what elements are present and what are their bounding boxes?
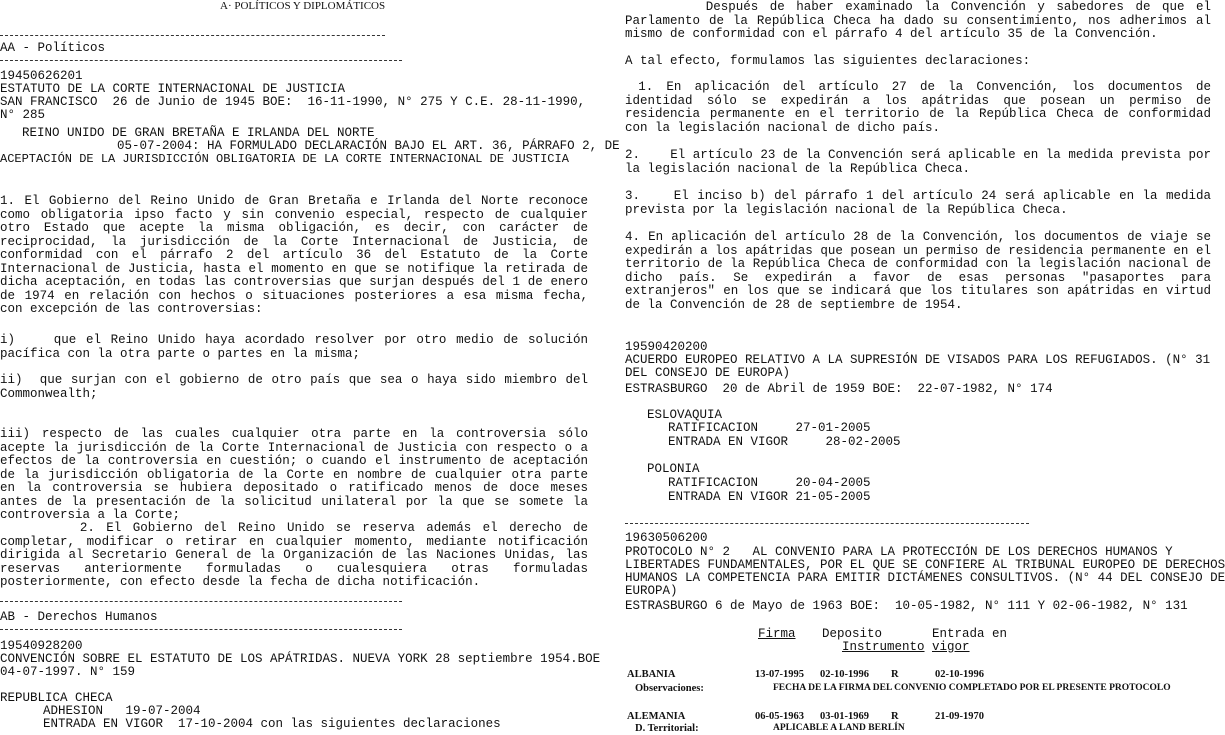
section-heading: AA - Políticos [0, 41, 106, 55]
treaty-place: ESTRASBURGO 6 de Mayo de 1963 BOE: 10-05-1982, N° 111 Y 02-06-1982, N° 131 [625, 599, 1188, 613]
table-cell-type: R [891, 669, 899, 680]
table-row-note: APLICABLE A LAND BERLÍN [773, 723, 905, 733]
table-row-note: FECHA DE LA FIRMA DEL CONVENIO COMPLETADO POR EL PRESENTE PROTOCOLO [773, 683, 1171, 693]
paragraph: A tal efecto, formulamos las siguientes declaraciones: [625, 54, 1031, 68]
table-cell-entrada: 21-09-1970 [935, 711, 984, 722]
table-row-note-label: Observaciones: [635, 683, 704, 694]
divider [0, 60, 402, 61]
treaty-title: ACUERDO EUROPEO RELATIVO A LA SUPRESIÓN DE VISADOS PARA LOS REFUGIADOS. (N° 31 [625, 353, 1211, 367]
list-item: iii) respecto de las cuales cualquier otra parte en la controversia sólo acepte la jurisdicción de la Corte Internacional de Justicia con respecto o a efectos de la controversia en cuestión; o cuando el instrumento de aceptación de la jurisdicción obligatoria de la Corte en nombre de cualquier otra parte en la controversia se hubiera depositado o ratificado menos de doce meses antes de la presentación de la solicitud unilateral por la que se somete la controversia a la Corte; [0, 427, 588, 522]
column-header-deposito: Deposito [822, 627, 883, 641]
entry-into-force: ENTRADA EN VIGOR 17-10-2004 con las siguientes declaraciones [43, 717, 501, 731]
declaration-item: 1. En aplicación del artículo 27 de la Convención, los documentos de identidad sólo se expedirán a los apátridas que posean un permiso de residencia permanente en el territorio de la República Checa de conformidad con la legislación nacional de dicho país. [625, 80, 1219, 135]
table-cell-entrada: 02-10-1996 [935, 669, 984, 680]
treaty-id: 19450626201 [0, 69, 83, 83]
table-cell-type: R [891, 711, 899, 722]
divider [0, 35, 385, 36]
treaty-id: 19540928200 [0, 639, 83, 653]
treaty-place: SAN FRANCISCO 26 de Junio de 1945 BOE: 16-11-1990, N° 275 Y C.E. 28-11-1990, [0, 95, 586, 109]
paragraph: 1. El Gobierno del Reino Unido de Gran Bretaña e Irlanda del Norte reconoce como obligatoria ipso facto y sin convenio especial, respecto de cualquier otro Estado que acepte la misma obligación, es decir, con carácter de reciprocidad, la jurisdicción de la Corte Internacional de Justicia, de conformidad con el párrafo 2 del artículo 36 del Estatuto de la Corte Internacional de Justicia, hasta el momento en que se notifique la retirada de dicha aceptación, en todas las controversias que surjan después del 1 de enero de 1974 en relación con hechos o situaciones posteriores a esa misma fecha, con excepción de las controversias: [0, 194, 588, 316]
treaty-id: 19590420200 [625, 340, 708, 354]
treaty-title-cont: HUMANOS LA COMPETENCIA PARA EMITIR DICTÁMENES CONSULTIVOS. (N° 44 DEL CONSEJO DE [625, 571, 1225, 585]
country-name: REINO UNIDO DE GRAN BRETAÑA E IRLANDA DEL NORTE [22, 126, 375, 140]
list-item: ii) que surjan con el gobierno de otro país que sea o haya sido miembro del Commonwealth; [0, 373, 596, 401]
entry-into-force: ENTRADA EN VIGOR 21-05-2005 [668, 490, 871, 504]
treaty-title: PROTOCOLO N° 2 AL CONVENIO PARA LA PROTECCIÓN DE LOS DERECHOS HUMANOS Y [625, 545, 1173, 559]
treaty-place-cont: N° 285 [0, 108, 46, 122]
declaration-item: 3. El inciso b) del párrafo 1 del artículo 24 será aplicable en la medida prevista por la legislación nacional de la República Checa. [625, 189, 1219, 217]
divider [0, 629, 402, 630]
treaty-title-cont: 04-07-1997. N° 159 [0, 665, 136, 679]
entry-into-force: ENTRADA EN VIGOR 28-02-2005 [668, 435, 901, 449]
country-name: REPUBLICA CHECA [0, 691, 113, 705]
table-cell-deposito: 02-10-1996 [820, 669, 869, 680]
table-row-note-label: D. Territorial: [635, 723, 699, 734]
table-row-country: ALBANIA [627, 669, 676, 680]
declaration-item: 4. En aplicación del artículo 28 de la Convención, los documentos de viaje se expedirán a los apátridas que posean un permiso de residencia permanente en el territorio de la República Checa de conformidad con la legislación nacional de dicho país. Se expedirán a favor de esas personas "pasaportes para extranjeros" en los que se indicará que los titulares son apátridas en virtud de la Convención de 28 de septiembre de 1954. [625, 230, 1211, 312]
table-cell-firma: 06-05-1963 [755, 711, 804, 722]
treaty-title: ESTATUTO DE LA CORTE INTERNACIONAL DE JUSTICIA [0, 82, 346, 96]
divider [625, 523, 1029, 524]
treaty-title: CONVENCIÓN SOBRE EL ESTATUTO DE LOS APÁTRIDAS. NUEVA YORK 28 septiembre 1954.BOE [0, 652, 601, 666]
page-header: A· POLÍTICOS Y DIPLOMÁTICOS [220, 0, 386, 12]
treaty-title-cont: LIBERTADES FUNDAMENTALES, POR EL QUE SE CONFIERE AL TRIBUNAL EUROPEO DE DERECHOS [625, 558, 1225, 572]
country-name: ESLOVAQUIA [647, 408, 723, 422]
adhesion-date: ADHESION 19-07-2004 [43, 704, 201, 718]
section-heading: AB - Derechos Humanos [0, 610, 158, 624]
table-row-country: ALEMANIA [627, 711, 686, 722]
divider [0, 601, 402, 602]
ratification-date: RATIFICACION 20-04-2005 [668, 476, 871, 490]
paragraph: Después de haber examinado la Convención y sabedores de que el Parlamento de la República Checa ha dado su consentimiento, nos adherimos al mismo de conformidad con el párrafo 4 del artículo 35 de la Convención. [625, 0, 1219, 41]
column-header-entrada: Entrada en [932, 627, 1008, 641]
ratification-date: RATIFICACION 27-01-2005 [668, 421, 871, 435]
list-item: i) que el Reino Unido haya acordado resolver por otro medio de solución pacífica con la otra parte o partes en la misma; [0, 333, 596, 361]
paragraph: 2. El Gobierno del Reino Unido se reserva además el derecho de completar, modificar o retirar en cualquier momento, mediante notificación dirigida al Secretario General de la Organización de las Naciones Unidas, las reservas anteriormente formuladas o cualesquiera otras formuladas posteriormente, con efecto desde la fecha de dicha notificación. [0, 521, 596, 589]
table-cell-firma: 13-07-1995 [755, 669, 804, 680]
treaty-title-cont: DEL CONSEJO DE EUROPA) [625, 366, 791, 380]
treaty-id: 19630506200 [625, 531, 708, 545]
column-header-firma: Firma [758, 627, 796, 641]
declaration-item: 2. El artículo 23 de la Convención será aplicable en la medida prevista por la legislación nacional de la República Checa. [625, 148, 1219, 176]
country-name: POLONIA [647, 462, 700, 476]
column-header-instrumento: Instrumento [842, 640, 925, 654]
declaration-heading-cont: ACEPTACIÓN DE LA JURISDICCIÓN OBLIGATORIA DE LA CORTE INTERNACIONAL DE JUSTICIA [0, 152, 569, 166]
table-cell-deposito: 03-01-1969 [820, 711, 869, 722]
treaty-title-cont: EUROPA) [625, 584, 678, 598]
column-header-vigor: vigor [932, 640, 970, 654]
declaration-heading: 05-07-2004: HA FORMULADO DECLARACIÓN BAJO EL ART. 36, PÁRRAFO 2, DE [117, 139, 620, 153]
treaty-place: ESTRASBURGO 20 de Abril de 1959 BOE: 22-07-1982, N° 174 [625, 382, 1053, 396]
